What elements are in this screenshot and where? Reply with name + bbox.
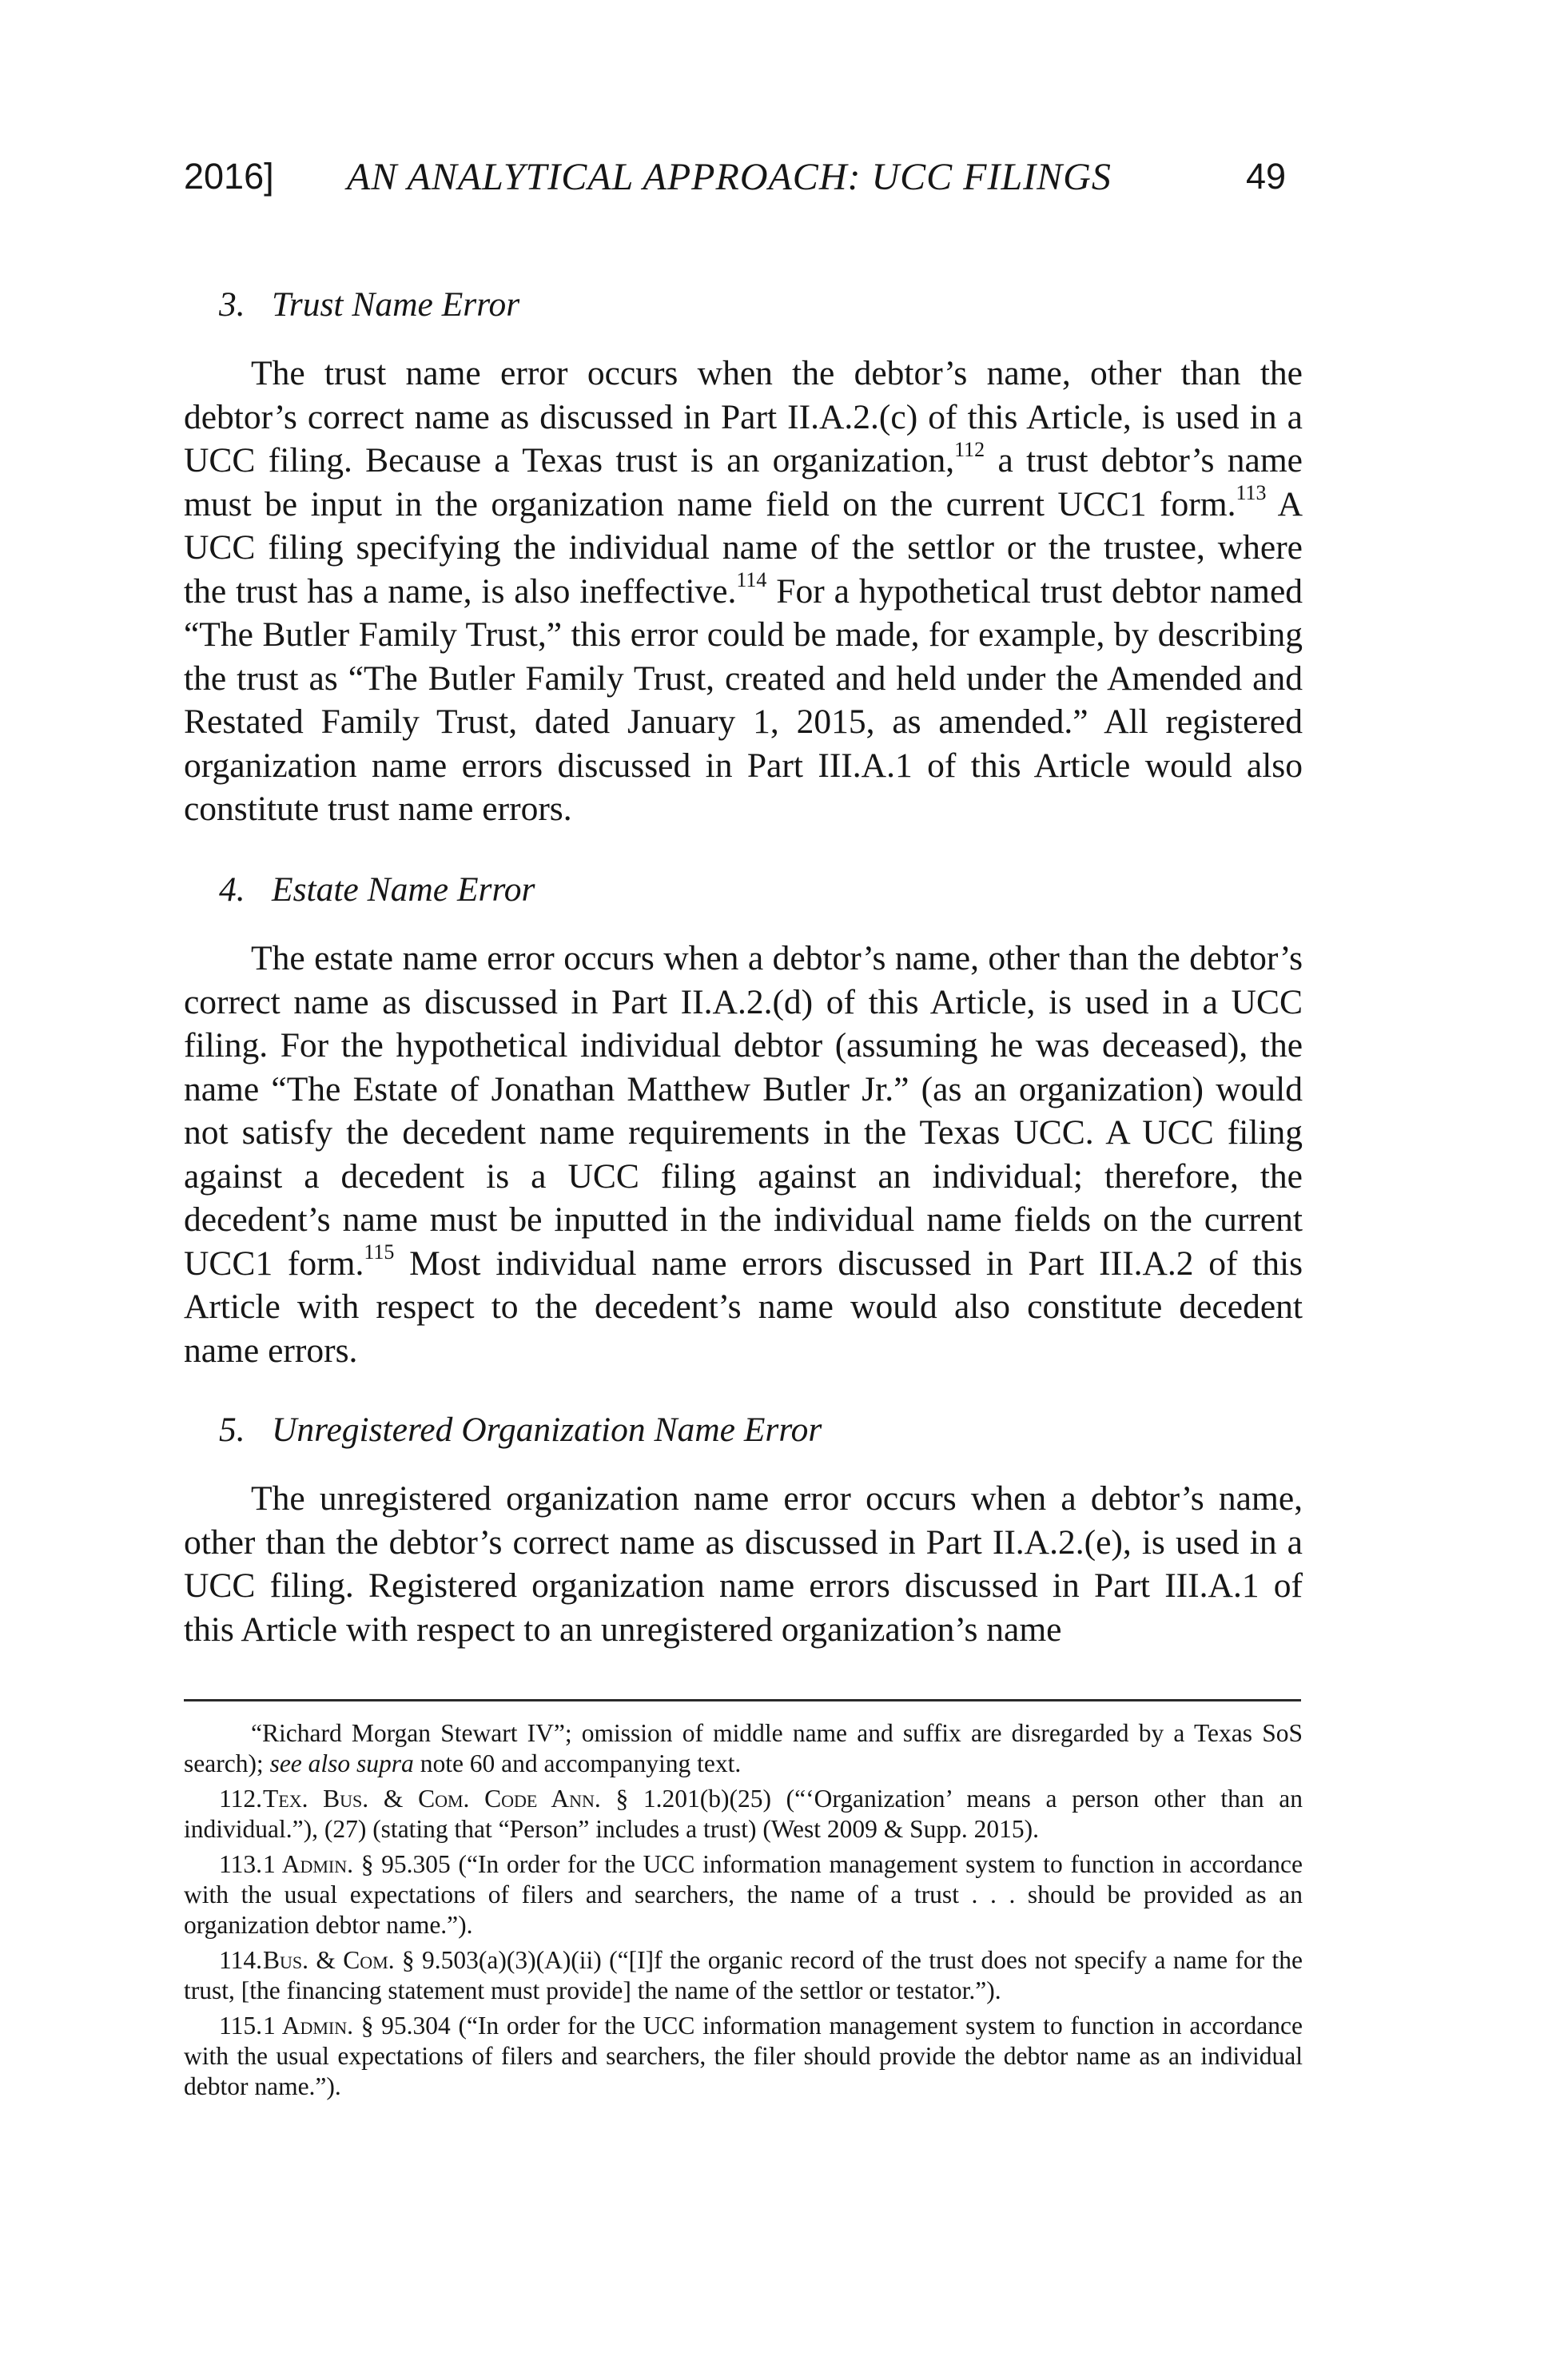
paragraph-text: a trust debtor’s name must be input in the organization name field on the current UCC1 form.: [184, 441, 1303, 523]
paragraph: [184, 352, 1303, 831]
footnote-text: . & C: [362, 1785, 436, 1813]
footnote-text: us: [280, 1946, 303, 1974]
section-heading-unregistered-organization-name-error: [219, 1413, 822, 1448]
section-body-trust-name-error: [184, 352, 1303, 831]
footnote-text: ex: [278, 1785, 302, 1813]
footnote-text: . B: [301, 1785, 340, 1813]
paragraph: [184, 1477, 1303, 1651]
footnote-text: 1 A: [263, 1850, 300, 1878]
paragraph-text: The trust name error occurs when the debtor’s name, other than the debtor’s correct name as discussed in Part II.A.2.(c) of this Article, is used in a UCC filing. Because a Texas trust is an organization,: [184, 354, 1303, 480]
paragraph-text: The unregistered organization name error occurs when a debtor’s name, other than the debtor’s correct name as discussed in Part II.A.2.(e), is used in a UCC filing. Registered organization name errors discussed in Part III.A.1 of this Article with respect to an unregistered organization’s name: [184, 1479, 1303, 1649]
footnote-text: nn: [569, 1785, 595, 1813]
footnote-text: dmin: [300, 2012, 348, 2040]
section-title: Trust Name Error: [272, 285, 520, 324]
footnote-text: . C: [463, 1785, 502, 1813]
footnote-text: “Richard Morgan Stewart IV”; omission of middle name and suffix are disregarded by a Texas SoS search);: [184, 1719, 1303, 1777]
footnote-113: [184, 1849, 1303, 1940]
footnote-text: A: [537, 1785, 570, 1813]
footnote-text: us: [340, 1785, 363, 1813]
footnote-text: dmin: [300, 1850, 348, 1878]
paragraph-text: For a hypothetical trust debtor named “The Butler Family Trust,” this error could be made, for example, by describing the trust as “The Butler Family Trust, created and held under the Amended and Restated Family Trust, dated January 1, 2015, as amended.” All registered organization name errors discussed in Part III.A.1 of this Article would also constitute trust name errors.: [184, 571, 1303, 828]
footnote-text: . § 1.201(b)(25) (“‘Organization’ means a person other than an individual.”), (27) (stating that “Person” includes a trust) (West 2009 & Supp. 2015).: [184, 1785, 1303, 1843]
section-heading-estate-name-error: [219, 870, 535, 909]
footnote-divider: [184, 1699, 1301, 1701]
footnote-number: 112.: [219, 1785, 262, 1813]
section-body-estate-name-error: [184, 937, 1303, 1372]
paragraph-text: Most individual name errors discussed in Part III.A.2 of this Article with respect to the decedent’s name would also constitute decedent name errors.: [184, 1244, 1303, 1370]
footnote-text: . § 95.305 (“In order for the UCC information management system to function in accordance with the usual expectations of filers and searchers, the name of a trust . . . should be provided as an organization debtor name.”).: [184, 1850, 1303, 1939]
page-number: 49: [1246, 156, 1287, 197]
footnote-number: 114.: [219, 1946, 262, 1974]
footnote-112: [184, 1784, 1303, 1845]
footnote-continuation: [184, 1718, 1303, 1779]
footnote-number: 113.: [219, 1850, 262, 1878]
footnote-text: ode: [501, 1785, 538, 1813]
paragraph-text: The estate name error occurs when a debtor’s name, other than the debtor’s correct name as discussed in Part II.A.2.(d) of this Article, is used in a UCC filing. For the hypothetical individual debtor (assuming he was deceased), the name “The Estate of Jonathan Matthew Butler Jr.” (as an organization) would not satisfy the decedent name requirements in the Texas UCC. A UCC filing against a decedent is a UCC filing against an individual; therefore, the decedent’s name must be inputted in the individual name fields on the current UCC1 form.: [184, 939, 1303, 1283]
section-title: Estate Name Error: [272, 870, 535, 909]
footnote-text: 1 A: [263, 2012, 300, 2040]
section-title: Unregistered Organization Name Error: [272, 1411, 822, 1449]
paragraph-text: A UCC filing specifying the individual name of the settlor or the trustee, where the trust has a name, is also ineffective.: [184, 484, 1303, 611]
footnote-text: . & C: [302, 1946, 360, 1974]
footnote-ref-114: 114: [736, 568, 767, 591]
running-title: AN ANALYTICAL APPROACH: UCC FILINGS: [347, 156, 1112, 198]
footnote-text: note 60 and accompanying text.: [413, 1749, 742, 1777]
footnote-text: om: [435, 1785, 464, 1813]
footnote-ref-115: 115: [364, 1240, 395, 1264]
footnote-text: see also supra: [269, 1749, 414, 1777]
section-heading-trust-name-error: [219, 285, 520, 324]
footnote-text: T: [263, 1785, 279, 1813]
footnote-text: . § 95.304 (“In order for the UCC information management system to function in accordance with the usual expectations of filers and searchers, the filer should provide the debtor name as an individual debtor name.”).: [184, 2012, 1303, 2100]
footnote-text: B: [263, 1946, 281, 1974]
section-body-unregistered-organization-name-error: [184, 1477, 1303, 1651]
section-number: 4.: [219, 870, 245, 909]
section-number: 3.: [219, 285, 245, 324]
footnote-number: 115.: [219, 2012, 262, 2040]
footnote-ref-113: 113: [1236, 481, 1267, 504]
header-volume-year: 2016]: [184, 156, 274, 197]
section-number: 5.: [219, 1411, 245, 1449]
footnote-text: . § 9.503(a)(3)(A)(ii) (“[I]f the organic record of the trust does not specify a name for the trust, [the financing statement must provide] the name of the settlor or testator.”).: [184, 1946, 1303, 2004]
footnote-ref-112: 112: [954, 437, 985, 461]
paragraph: [184, 937, 1303, 1372]
footnote-114: [184, 1945, 1303, 2006]
footnotes: [184, 1718, 1303, 2107]
footnote-text: om: [360, 1946, 388, 1974]
footnote-115: [184, 2011, 1303, 2102]
